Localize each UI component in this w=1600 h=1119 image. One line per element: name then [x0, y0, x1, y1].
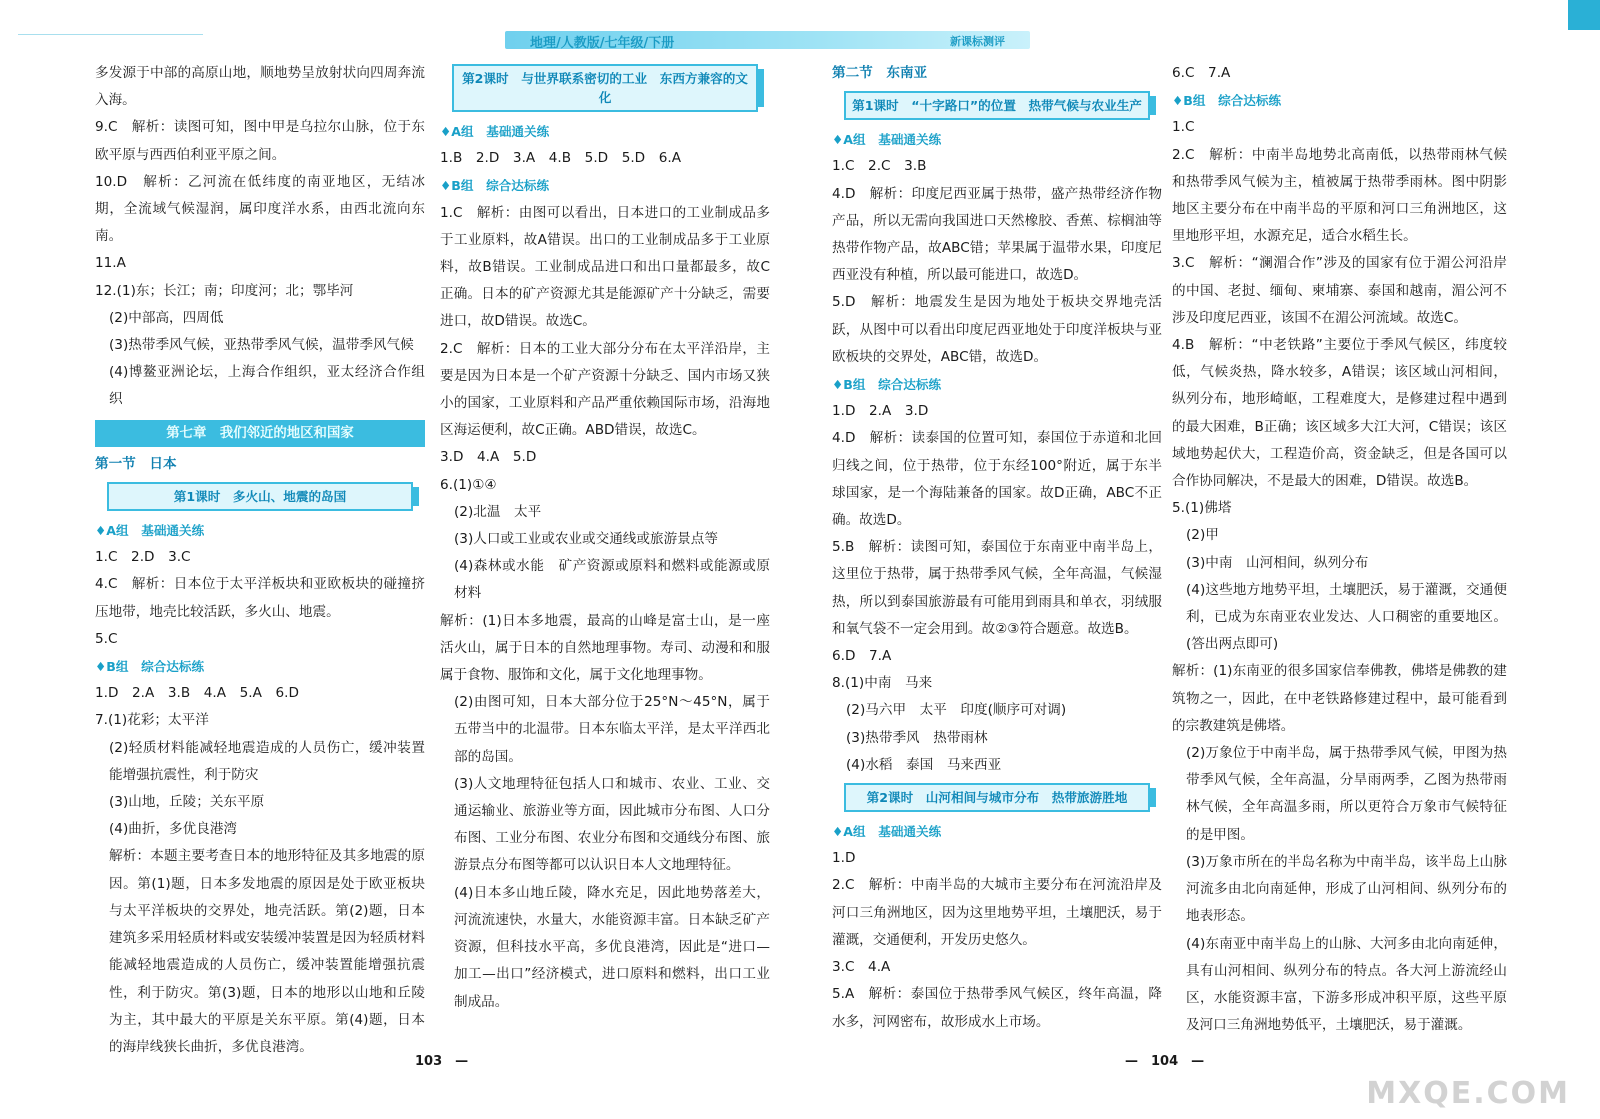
answer-a4: 4.D 解析：印度尼西亚属于热带，盛产热带经济作物产品，所以无需向我国进口天然橡胶、香蕉、棕榈油等热带作物产品，故ABC错；苹果属于温带水果，印度尼西亚没有种植，所以最可能进口，故选D。 [832, 185, 1162, 284]
lesson-banner: 第2课时 山河相间与城市分布 热带旅游胜地 [844, 783, 1150, 812]
answer-11: 11.A [95, 255, 126, 272]
answer-b6-3: (3)人口或工业或农业或交通线或旅游景点等 [454, 531, 718, 548]
answer-b5: 5.B 解析：读图可知，泰国位于东南亚中南半岛上，这里位于热带，属于热带季风气候，全年高温，气候湿热，所以到泰国旅游最有可能用到雨具和单衣，羽绒服和氧气袋不一定会用到。故②③符合题意。故选B。 [832, 539, 1162, 637]
answer-b1: 1.C 解析：由图可以看出，日本进口的工业制成品多于工业原料，故A错误。出口的工业制成品多于工业原料，故B错误。工业制成品进口和出口量都最多，故C正确。日本的矿产资源尤其是能源矿产十分缺乏，需要进口，故D错误。故选C。 [440, 204, 770, 330]
answer-a5: 5.C [95, 630, 118, 647]
answer-a5: 5.D 解析：地震发生是因为地处于板块交界地壳活跃，从图中可以看出印度尼西亚地处于印度洋板块与亚欧板块的交界处，ABC错，故选D。 [832, 294, 1162, 365]
answer-b7-2: (2)轻质材料能减轻地震造成的人员伤亡，缓冲装置能增强抗震性，利于防灾 [109, 739, 425, 783]
answer-b4: 4.D 解析：读泰国的位置可知，泰国位于赤道和北回归线之间，位于热带，位于东经100°附近，属于东半球国家，是一个海陆兼备的国家。故D正确，ABC不正确。故选D。 [832, 430, 1162, 529]
answer-b3: 3.C 解析：“澜湄合作”涉及的国家有位于湄公河沿岸的中国、老挝、缅甸、柬埔寨、泰国和越南，湄公河不涉及印度尼西亚，该国不在湄公河流域。故选C。 [1172, 255, 1507, 326]
answer-12-3: (3)热带季风气候，亚热带季风气候，温带季风气候 [109, 337, 414, 354]
answer-b8-3: (3)热带季风 热带雨林 [846, 729, 988, 746]
answer-b5-3: (3)中南 山河相间，纵列分布 [1186, 554, 1369, 571]
column-3 [832, 60, 1162, 1036]
group-a-label: ♦A组 基础通关练 [832, 132, 942, 148]
answer-b5-4: (4)这些地方地势平坦，土壤肥沃，易于灌溉，交通便利，已成为东南亚农业发达、人口稠密的重要地区。(答出两点即可) [1186, 581, 1507, 653]
answer-b7-3: (3)山地，丘陵；关东平原 [109, 794, 265, 811]
answer-b8-1: 8.(1)中南 马来 [832, 675, 933, 692]
answer-b8-2: (2)马六甲 太平 印度(顺序可对调) [846, 702, 1067, 719]
answer-c5: 5.A 解析：泰国位于热带季风气候区，终年高温，降水多，河网密布，故形成水上市场。 [832, 986, 1162, 1030]
answer-c3: 3.C 4.A [832, 959, 891, 976]
corner-tab [1568, 0, 1600, 30]
answer-b1: 1.D 2.A 3.B 4.A 5.A 6.D [95, 685, 299, 702]
chapter-banner: 第七章 我们邻近的地区和国家 [95, 420, 425, 447]
header-title: 地理/人教版/七年级/下册 [530, 36, 675, 51]
answer-b2: 2.C 解析：日本的工业大部分分布在太平洋沿岸，主要是因为日本是一个矿产资源十分缺乏、国内市场又狭小的国家，工业原料和产品严重依赖国际市场，沿海地区海运便利，故C正确。ABD错误，故选C。 [440, 340, 770, 439]
answer-b6-1: 6.(1)①④ [440, 476, 497, 493]
answer-b5-1: 5.(1)佛塔 [1172, 500, 1232, 517]
lesson-banner: 第1课时 多火山、地震的岛国 [107, 482, 413, 511]
answer-c2: 2.C 解析：中南半岛的大城市主要分布在河流沿岸及河口三角洲地区，因为这里地势平坦，土壤肥沃，易于灌溉，交通便利，开发历史悠久。 [832, 877, 1162, 948]
column-1 [95, 60, 425, 1061]
answer-a1: 1.B 2.D 3.A 4.B 5.D 5.D 6.A [440, 150, 682, 167]
answer-b6: 6.D 7.A [832, 648, 892, 665]
answer-b7-1: 7.(1)花彩；太平洋 [95, 712, 209, 729]
group-a-label: ♦A组 基础通关练 [440, 124, 550, 139]
explanation: (4)东南亚中南半岛上的山脉、大河多由北向南延伸，具有山河相间、纵列分布的特点。各大河上游流经山区，水能资源丰富，下游多形成冲积平原，这些平原及河口三角洲地势低平，土壤肥沃，易于灌溉。 [1186, 935, 1507, 1034]
header-tag: 新课标测评 [950, 35, 1005, 48]
answer-b1: 1.D 2.A 3.D [832, 403, 929, 420]
answer-a1: 1.C 2.D 3.C [95, 549, 191, 566]
page-number-left: 103 — [415, 1054, 469, 1069]
group-b-label: ♦B组 综合达标练 [832, 377, 942, 393]
answer-b6-2: (2)北温 太平 [454, 503, 542, 520]
watermark-logo: MXQE.COM [1366, 1076, 1570, 1111]
answer-b6-4: (4)森林或水能 矿产资源或原料和燃料或能源或原材料 [454, 558, 770, 602]
answer-a6: 6.C 7.A [1172, 65, 1231, 81]
lesson-banner: 第2课时 与世界联系密切的工业 东西方兼容的文化 [452, 64, 758, 112]
answer-12-4: (4)博鳌亚洲论坛，上海合作组织，亚太经济合作组织 [109, 364, 425, 408]
answer-b4: 4.B 解析：“中老铁路”主要位于季风气候区，纬度较低，气候炎热，降水较多，A错误；该区域山河相间，纵列分布，地形崎岖，工程难度大，是修建过程中遇到的最大困难，B正确；该区域多大江大河，C错误；该区域地势起伏大，工程造价高，资金缺乏，但是各国可以合作协同解决，不是最大的困难，D错误。故选B。 [1172, 337, 1507, 490]
section-title: 第一节 日本 [95, 455, 177, 472]
page-number-right: — 104 — [1125, 1054, 1205, 1069]
answer-a4: 4.C 解析：日本位于太平洋板块和亚欧板块的碰撞挤压地带，地壳比较活跃，多火山、地震。 [95, 576, 425, 620]
answer-a1: 1.C 2.C 3.B [832, 158, 927, 175]
answer-9: 9.C 解析：读图可知，图中甲是乌拉尔山脉，位于东欧平原与西西伯利亚平原之间。 [95, 119, 425, 163]
top-decor-line [18, 34, 203, 35]
explanation: (2)由图可知，日本大部分位于25°N～45°N，属于五带当中的北温带。日本东临太平洋，是太平洋西北部的岛国。 [454, 694, 770, 765]
answer-b7-4: (4)曲折，多优良港湾 [109, 821, 238, 838]
section-title: 第二节 东南亚 [832, 65, 928, 81]
column-4 [1172, 60, 1507, 1039]
explanation: 解析：本题主要考查日本的地形特征及其多地震的原因。第(1)题，日本多发地震的原因是处于欧亚板块与太平洋板块的交界处，地壳活跃。第(2)题，日本建筑多采用轻质材料或安装缓冲装置是因为轻质材料能减轻地震造成的人员伤亡，缓冲装置能增强抗震性，利于防灾。第(3)题，日本的地形以山地和丘陵为主，其中最大的平原是关东平原。第(4)题，日本的海岸线狭长曲折，多优良港湾。 [109, 848, 425, 1055]
group-b-label: ♦B组 综合达标练 [440, 178, 550, 194]
answer-b3: 3.D 4.A 5.D [440, 449, 537, 466]
column-2 [440, 60, 770, 1016]
answer-12-2: (2)中部高，四周低 [109, 309, 224, 326]
answer-b5-2: (2)甲 [1186, 527, 1219, 544]
answer-b8-4: (4)水稻 泰国 马来西亚 [846, 756, 1002, 773]
explanation: 解析：(1)日本多地震，最高的山峰是富士山，是一座活火山，属于日本的自然地理事物。寿司、动漫和和服属于食物、服饰和文化，属于文化地理事物。 [440, 612, 770, 684]
explanation: (3)万象市所在的半岛名称为中南半岛，该半岛上山脉河流多由北向南延伸，形成了山河相间、纵列分布的地表形态。 [1186, 853, 1507, 925]
answer-b2: 2.C 解析：中南半岛地势北高南低，以热带雨林气候和热带季风气候为主，植被属于热带季雨林。图中阴影地区主要分布在中南半岛的平原和河口三角洲地区，这里地形平坦，水源充足，适合水稻生长。 [1172, 146, 1507, 245]
explanation: 解析：(1)东南亚的很多国家信奉佛教，佛塔是佛教的建筑物之一，因此，在中老铁路修建过程中，最可能看到的宗教建筑是佛塔。 [1172, 663, 1507, 734]
answer-c1: 1.D [832, 850, 856, 867]
explanation: (3)人文地理特征包括人口和城市、农业、工业、交通运输业、旅游业等方面，因此城市分布图、人口分布图、工业分布图、农业分布图和交通线分布图、旅游景点分布图等都可以认识日本人文地理特征。 [454, 775, 770, 874]
group-b-label: ♦B组 综合达标练 [1172, 93, 1282, 109]
answer-b1: 1.C [1172, 119, 1195, 136]
answer-10: 10.D 解析：乙河流在低纬度的南亚地区，无结冰期，全流域气候湿润，属印度洋水系，由西北流向东南。 [95, 173, 425, 245]
answer-text: 多发源于中部的高原山地，顺地势呈放射状向四周奔流入海。 [95, 65, 425, 109]
explanation: (4)日本多山地丘陵，降水充足，因此地势落差大，河流流速快，水量大，水能资源丰富。日本缺乏矿产资源，但科技水平高，多优良港湾，因此是“进口—加工—出口”经济模式，进口原料和燃料，出口工业制成品。 [454, 884, 770, 1010]
group-a-label: ♦A组 基础通关练 [832, 824, 942, 840]
group-b-label: ♦B组 综合达标练 [95, 659, 205, 675]
lesson-banner: 第1课时 “十字路口”的位置 热带气候与农业生产 [844, 91, 1150, 120]
explanation: (2)万象位于中南半岛，属于热带季风气候，甲图为热带季风气候，全年高温，分旱雨两季，乙图为热带雨林气候，全年高温多雨，所以更符合万象市气候特征的是甲图。 [1186, 745, 1507, 843]
answer-12-1: 12.(1)东；长江；南；印度河；北；鄂毕河 [95, 282, 354, 299]
group-a-label: ♦A组 基础通关练 [95, 523, 205, 539]
